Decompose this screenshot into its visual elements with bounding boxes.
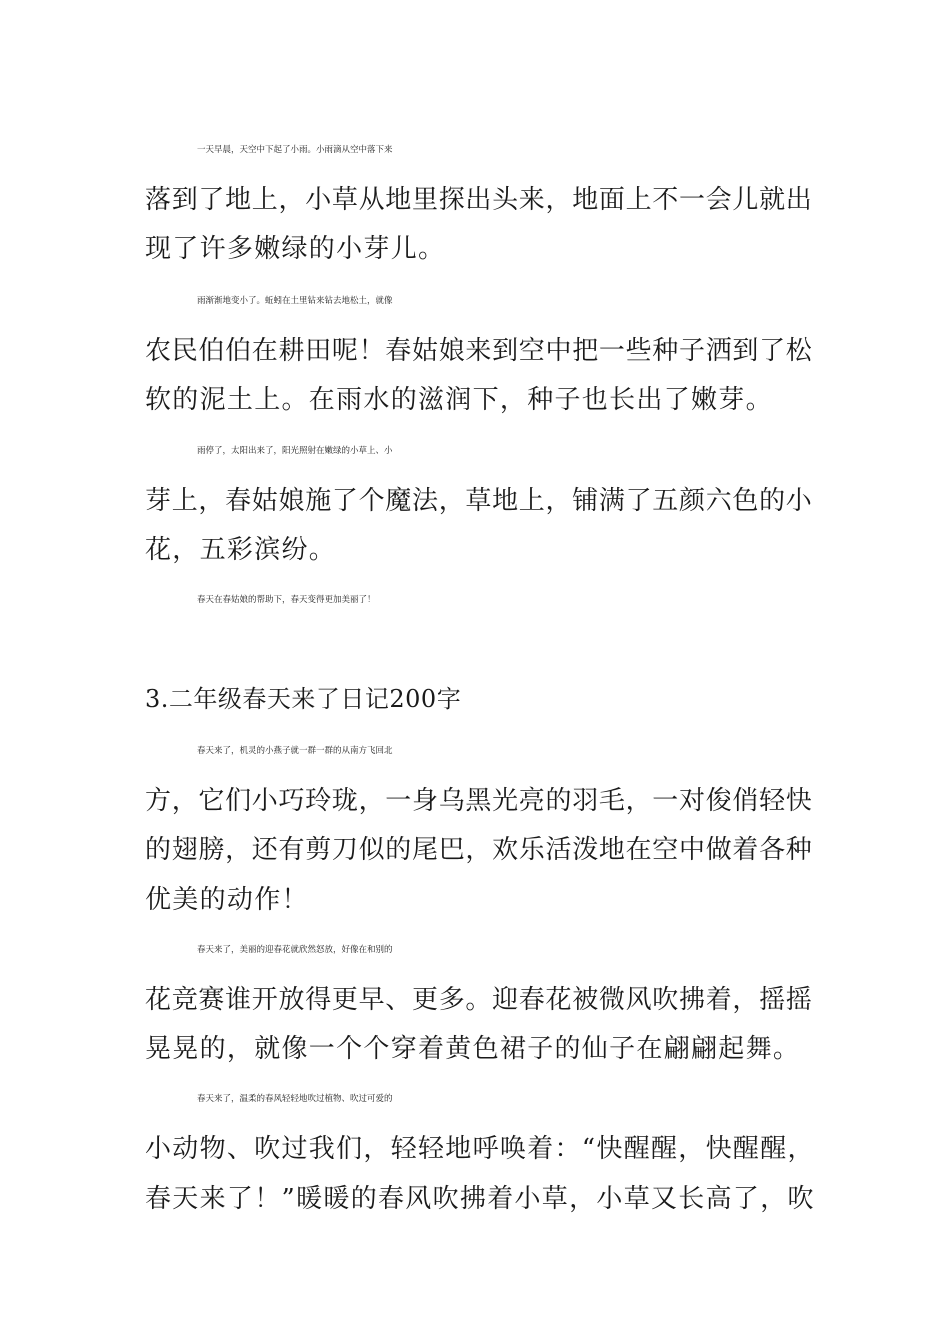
paragraph-line: 方，它们小巧玲珑，一身乌黑光亮的羽毛，一对俊俏轻快 — [145, 786, 813, 816]
paragraph-line: 雨渐渐地变小了。蚯蚓在土里钻来钻去地松土，就像 — [197, 296, 393, 306]
paragraph-line: 春天来了，美丽的迎春花就欣然怒放，好像在和别的 — [197, 945, 393, 955]
paragraph-line: 的翅膀，还有剪刀似的尾巴，欢乐活泼地在空中做着各种 — [145, 835, 813, 865]
paragraph-line: 落到了地上，小草从地里探出头来，地面上不一会儿就出 — [145, 185, 813, 215]
paragraph-line: 软的泥土上。在雨水的滋润下，种子也长出了嫩芽。 — [145, 385, 773, 415]
paragraph-line: 小动物、吹过我们，轻轻地呼唤着：“快醒醒，快醒醒， — [145, 1134, 815, 1164]
paragraph-line: 一天早晨，天空中下起了小雨。小雨滴从空中落下来 — [197, 145, 393, 155]
paragraph-line: 优美的动作！ — [145, 885, 309, 915]
paragraph-line: 春天在春姑娘的帮助下，春天变得更加美丽了！ — [197, 595, 376, 605]
section-heading: 3.二年级春天来了日记200字 — [145, 685, 462, 713]
paragraph-line: 晃晃的，就像一个个穿着黄色裙子的仙子在翩翩起舞。 — [145, 1034, 801, 1064]
paragraph-line: 雨停了，太阳出来了，阳光照射在嫩绿的小草上、小 — [197, 446, 393, 456]
paragraph-line: 春天来了！”暖暖的春风吹拂着小草，小草又长高了，吹 — [145, 1184, 815, 1214]
paragraph-line: 花，五彩滨纷。 — [145, 535, 337, 565]
paragraph-line: 春天来了，温柔的春风轻轻地吹过植物、吹过可爱的 — [197, 1094, 393, 1104]
paragraph-line: 农民伯伯在耕田呢！春姑娘来到空中把一些种子洒到了松 — [145, 336, 813, 366]
paragraph-line: 花竞赛谁开放得更早、更多。迎春花被微风吹拂着，摇摇 — [145, 985, 813, 1015]
paragraph-line: 现了许多嫩绿的小芽儿。 — [145, 234, 446, 264]
paragraph-line: 春天来了，机灵的小燕子就一群一群的从南方飞回北 — [197, 746, 393, 756]
paragraph-line: 芽上，春姑娘施了个魔法，草地上，铺满了五颜六色的小 — [145, 486, 813, 516]
